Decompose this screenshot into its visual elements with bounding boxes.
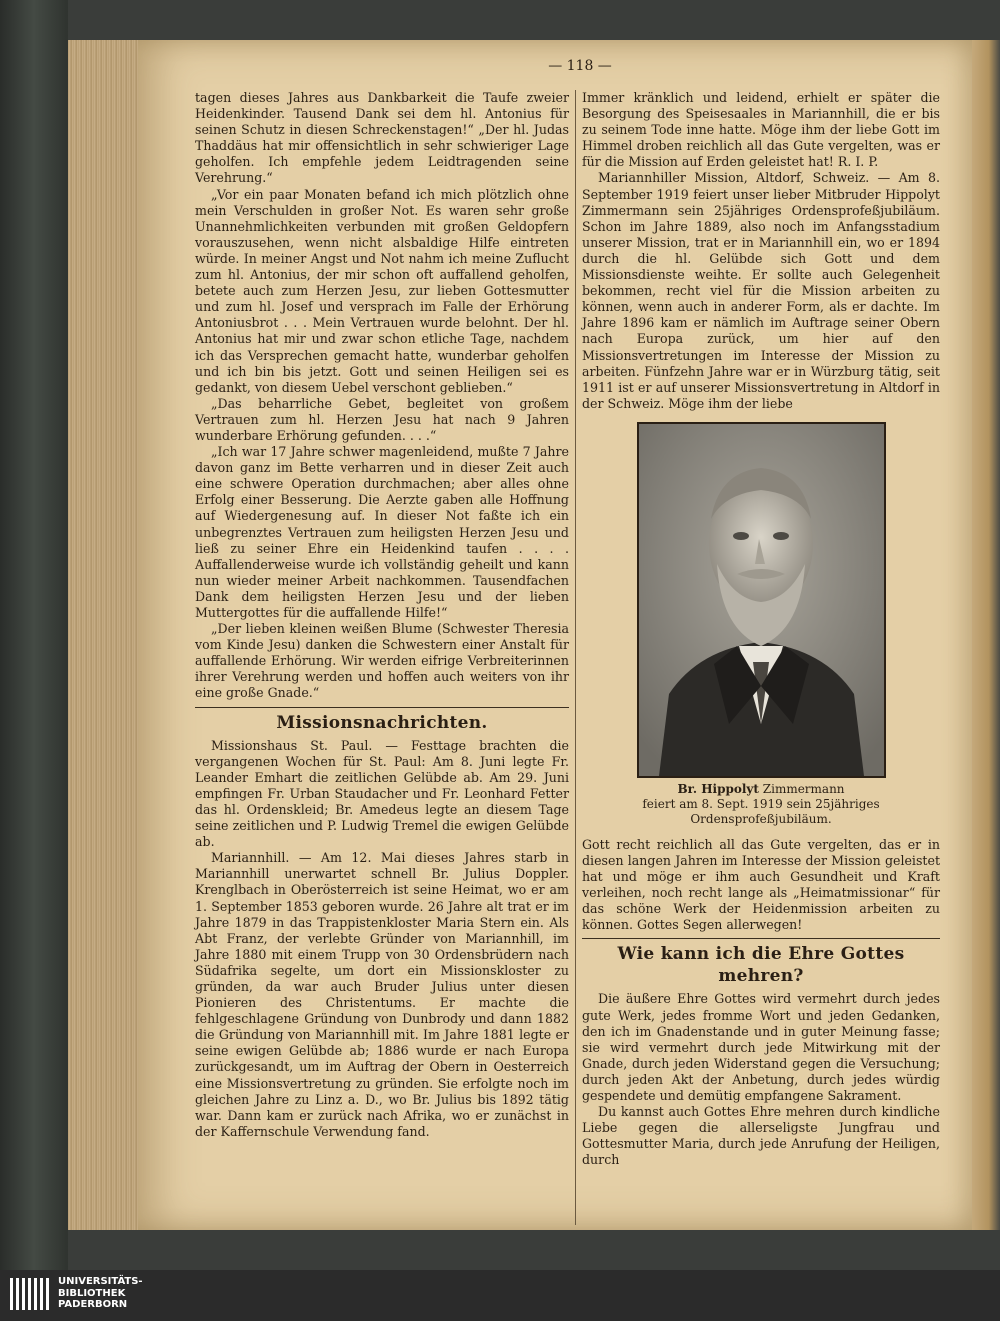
paragraph: Gott recht reichlich all das Gute vergelten, das er in diesen langen Jahren im Interesse der Mission geleistet hat und möge er ihm auch Gesundheit und Kraft verleihen, noch recht lange als „Heimatmissionar“ für das schöne Werk der Heidenmission arbeiten zu können. Gottes Segen allerwegen! bbox=[582, 836, 940, 933]
section-rule bbox=[195, 707, 569, 708]
paragraph: „Ich war 17 Jahre schwer magenleidend, mußte 7 Jahre davon ganz im Bette verharren und in dieser Zeit auch eine schwere Operation durchmachen; aber alles ohne Erfolg einer Besserung. Die Aerzte gaben alle Hoffnung auf Wiedergenesung auf. In dieser Not faßte ich ein unbegrenztes Vertrauen zum heiligsten Herzen Jesu und ließ zu seiner Ehre ein Heidenkind taufen . . . . Auffallenderweise wurde ich vollständig geheilt und kann nun wieder meiner Arbeit nachkommen. Tausendfachen Dank dem heiligsten Herzen Jesu und der lieben Muttergottes für die auffallende Hilfe!“ bbox=[195, 444, 569, 620]
portrait-illustration bbox=[639, 424, 884, 776]
paragraph: Mariannhill. — Am 12. Mai dieses Jahres starb in Mariannhill unerwartet schnell Br. Julius Doppler. Krenglbach in Oberösterreich ist seine Heimat, wo er am 1. September 1853 geboren wurde. 26 Jahre alt trat er im Jahre 1879 in das Trappistenkloster Maria Stern ein. Als Abt Franz, der verlebte Gründer von Mariannhill, im Jahre 1880 mit einem Trupp von 30 Ordensbrüdern nach Südafrika segelte, um dort ein Missionskloster zu gründen, da war auch Bruder Julius unter diesen Pionieren des Christentums. Er machte die fehlgeschlagene Gründung von Dunbrody und dann 1882 die Gründung von Mariannhill mit. Im Jahre 1881 legte er seine ewigen Gelübde ab; 1886 wurde er nach Europa zurückgesandt, um im Auftrag der Obern in Oesterreich eine Missionsvertretung zu gründen. Sie erfolgte noch im gleichen Jahre zu Linz a. D., wo Br. Julius bis 1892 tätig war. Dann kam er zurück nach Afrika, wo er zunächst in der Kaffernschule Verwendung fand. bbox=[195, 850, 569, 1139]
right-column bbox=[582, 90, 940, 1168]
caption-name: Br. Hippolyt bbox=[677, 781, 759, 796]
paragraph: „Vor ein paar Monaten befand ich mich plötzlich ohne mein Verschulden in großer Not. Es waren sehr große Unannehmlichkeiten verbunden mit großen Geldopfern vorauszusehen, wenn nicht alsbaldige Hilfe eintreten würde. In meiner Angst und Not nahm ich meine Zuflucht zum hl. Antonius, der mir schon oft auffallend geholfen, betete auch zum Herzen Jesu, zur lieben Gottesmutter und zum hl. Josef und versprach im Falle der Erhörung Antoniusbrot . . . Mein Vertrauen wurde belohnt. Der hl. Antonius hat mir und zwar schon etliche Tage, nachdem ich das Versprechen gemacht hatte, wunderbar geholfen und ich bin bis jetzt. Gott und seinen Heiligen sei es gedankt, von diesem Uebel verschont geblieben.“ bbox=[195, 186, 569, 395]
caption-line2: feiert am 8. Sept. 1919 sein 25jähriges bbox=[642, 796, 880, 811]
paragraph: Die äußere Ehre Gottes wird vermehrt durch jedes gute Werk, jedes fromme Wort und jeden Gedanken, den ich im Gnadenstande und in guter Meinung fasse; sie wird vermehrt durch jede Mitwirkung mit der Gnade, durch jeden Widerstand gegen die Versuchung; durch jeden Akt der Anbetung, durch jedes würdig gespendete und demütig empfangene Sakrament. bbox=[582, 991, 940, 1103]
section-heading-missionsnachrichten: Missionsnachrichten. bbox=[276, 712, 488, 733]
library-name-line2: BIBLIOTHEK bbox=[58, 1287, 126, 1299]
paragraph: tagen dieses Jahres aus Dankbarkeit die Taufe zweier Heidenkinder. Tausend Dank sei dem hl. Antonius für seinen Schutz in diesen Schreckenstagen!“ „Der hl. Judas Thaddäus hat mir offensichtlich in sehr schwieriger Lage geholfen. Ich empfehle jedem Leidtragenden seine Verehrung.“ bbox=[195, 90, 569, 186]
right-page-edge bbox=[972, 40, 1000, 1230]
paragraph: Du kannst auch Gottes Ehre mehren durch kindliche Liebe gegen die allerseligste Jungfrau und Gottesmutter Maria, durch jede Anrufung der Heiligen, durch bbox=[582, 1104, 940, 1168]
library-name bbox=[58, 1276, 143, 1311]
library-name-line3: PADERBORN bbox=[58, 1299, 128, 1310]
library-name-line1: UNIVERSITÄTS- bbox=[58, 1276, 143, 1287]
page-number: — 118 — bbox=[548, 58, 612, 74]
caption-line3: Ordensprofeßjubiläum. bbox=[690, 811, 832, 826]
section-heading-ehre-gottes: Wie kann ich die Ehre Gottes mehren? bbox=[617, 944, 905, 987]
caption-line1-rest: Zimmermann bbox=[758, 781, 845, 796]
paragraph: „Der lieben kleinen weißen Blume (Schwester Theresia vom Kinde Jesu) danken die Schwestern einer Anstalt für auffallende Erhörung. Wir werden eifrige Verbreiterinnen ihrer Verehrung werden und hoffen auch weiters von ihr eine große Gnade.“ bbox=[195, 621, 569, 701]
column-divider bbox=[575, 90, 576, 1225]
paragraph: „Das beharrliche Gebet, begleitet von großem Vertrauen zum hl. Herzen Jesu hat nach 9 Jahren wunderbare Erhörung gefunden. . . .“ bbox=[195, 395, 569, 443]
book-binding bbox=[0, 0, 68, 1270]
viewer-footer bbox=[0, 1270, 1000, 1321]
paragraph: Immer kränklich und leidend, erhielt er später die Besorgung des Speisesaales in Mariannhill, die er bis zu seinem Tode inne hatte. Möge ihm der liebe Gott im Himmel droben reichlich all das Gute vergelten, was er für die Mission auf Erden geleistet hat! R. I. P. bbox=[582, 90, 940, 170]
photo-caption bbox=[582, 782, 940, 827]
section-rule bbox=[582, 938, 940, 939]
paragraph: Mariannhiller Mission, Altdorf, Schweiz. — Am 8. September 1919 feiert unser lieber Mitbruder Hippolyt Zimmermann sein 25jähriges Ordensprofeßjubiläum. Schon im Jahre 1889, also noch im Anfangsstadium unserer Mission, trat er in Mariannhill ein, wo er 1894 durch die hl. Gelübde sich Gott und dem Missionsdienste weihte. Er sollte auch Gelegenheit bekommen, recht viel für die Mission arbeiten zu können, wenn auch in anderer Form, als er dachte. Im Jahre 1896 kam er nämlich im Auftrage seiner Obern nach Europa zurück, um hier auf den Missionsvertretungen im Interesse der Mission zu arbeiten. Fünfzehn Jahre war er in Würzburg tätig, seit 1911 ist er auf unserer Missionsvertretung in Altdorf in der Schweiz. Möge ihm der liebe bbox=[582, 170, 940, 411]
left-column bbox=[195, 90, 569, 1140]
portrait-photo bbox=[637, 422, 886, 778]
left-page-edges bbox=[68, 40, 138, 1230]
paragraph: Missionshaus St. Paul. — Festtage brachten die vergangenen Wochen für St. Paul: Am 8. Juni legte Fr. Leander Emhart die zeitlichen Gelübde ab. Am 29. Juni empfingen Fr. Urban Staudacher und Fr. Leonhard Fetter das hl. Ordenskleid; Br. Amedeus legte an diesem Tage seine zeitlichen und P. Ludwig Tremel die ewigen Gelübde ab. bbox=[195, 737, 569, 850]
university-library-logo-icon bbox=[8, 1274, 52, 1314]
